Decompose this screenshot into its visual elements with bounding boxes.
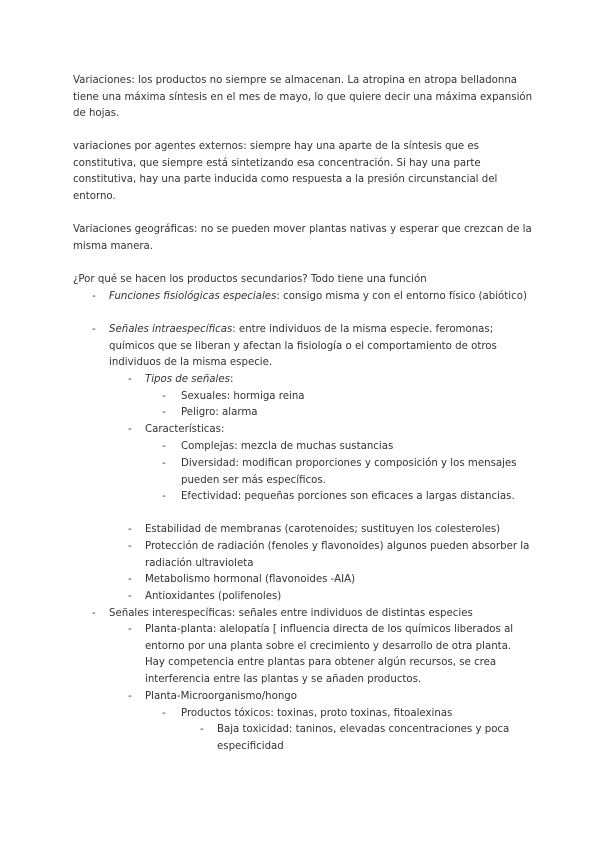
bullet-dash: - bbox=[162, 708, 166, 719]
list-item-metabolismo: Metabolismo hormonal (flavonoides -AIA) bbox=[145, 574, 356, 585]
bullet-dash: - bbox=[162, 441, 166, 452]
list-item-text: : entre individuos de la misma especie. feromonas; químicos que se liberan y afectan la fisiología o el comportamiento de otros individuos de la misma especie. bbox=[109, 324, 497, 369]
paragraph-geograficas: Variaciones geográficas: no se pueden mover plantas nativas y esperar que crezcan de la misma manera. bbox=[73, 224, 532, 252]
list-item-peligro: Peligro: alarma bbox=[181, 407, 258, 418]
list-item-tipos-senales bbox=[145, 372, 525, 389]
list-item-planta-planta: Planta-planta: alelopatía [ influencia directa de los químicos liberados al entorno por una planta sobre el crecimiento y desarrollo de otra planta. Hay competencia entre plantas para obtener algún recursos, se crea interferencia entre las plantas y se añaden productos. bbox=[145, 624, 514, 685]
list-item-senales-intraespecificas bbox=[109, 322, 529, 372]
paragraph-pregunta: ¿Por qué se hacen los productos secundarios? Todo tiene una función bbox=[73, 274, 427, 285]
bullet-dash: - bbox=[92, 324, 96, 335]
bullet-dash: - bbox=[128, 624, 132, 635]
list-item-diversidad: Diversidad: modifican proporciones y composición y los mensajes pueden ser más específicos. bbox=[181, 458, 517, 486]
bullet-dash: - bbox=[162, 491, 166, 502]
list-item-senales-interespecificas: Señales interespecíficas: señales entre individuos de distintas especies bbox=[109, 608, 473, 619]
bullet-dash: - bbox=[128, 574, 132, 585]
bullet-dash: - bbox=[92, 291, 96, 302]
bullet-dash: - bbox=[128, 591, 132, 602]
list-item-text: : consigo misma y con el entorno físico (abiótico) bbox=[276, 291, 527, 302]
bullet-dash: - bbox=[92, 608, 96, 619]
bullet-dash: - bbox=[162, 391, 166, 402]
bullet-dash: - bbox=[128, 424, 132, 435]
bullet-dash: - bbox=[128, 524, 132, 535]
list-item-estabilidad: Estabilidad de membranas (carotenoides; sustituyen los colesteroles) bbox=[145, 524, 501, 535]
list-item-planta-microorganismo: Planta-Microorganismo/hongo bbox=[145, 691, 297, 702]
bullet-dash: - bbox=[200, 724, 204, 735]
list-item-efectividad: Efectividad: pequeñas porciones son eficaces a largas distancias. bbox=[181, 491, 515, 502]
list-item-title: Tipos de señales bbox=[145, 374, 230, 385]
list-item-caracteristicas: Características: bbox=[145, 424, 225, 435]
bullet-dash: - bbox=[128, 541, 132, 552]
list-item-sexuales: Sexuales: hormiga reina bbox=[181, 391, 305, 402]
list-item-funciones-fisiologicas bbox=[109, 289, 529, 306]
list-item-baja-toxicidad: Baja toxicidad: taninos, elevadas concentraciones y poca especificidad bbox=[217, 724, 510, 752]
paragraph-agentes-externos: variaciones por agentes externos: siempre hay una aparte de la síntesis que es constitutiva, que siempre está sintetizando esa concentración. Si hay una parte constitutiva, hay una parte inducida como respuesta a la presión circunstancial del entorno. bbox=[73, 141, 498, 202]
list-item-antioxidantes: Antioxidantes (polifenoles) bbox=[145, 591, 282, 602]
bullet-dash: - bbox=[162, 407, 166, 418]
list-item-proteccion: Protección de radiación (fenoles y flavonoides) algunos pueden absorber la radiación ultravioleta bbox=[145, 541, 530, 569]
list-item-productos-toxicos: Productos tóxicos: toxinas, proto toxinas, fitoalexinas bbox=[181, 708, 453, 719]
list-item-title: Funciones fisiológicas especiales bbox=[109, 291, 277, 302]
list-item-complejas: Complejas: mezcla de muchas sustancias bbox=[181, 441, 394, 452]
paragraph-variaciones: Variaciones: los productos no siempre se almacenan. La atropina en atropa belladonna tiene una máxima síntesis en el mes de mayo, lo que quiere decir una máxima expansión de hojas. bbox=[73, 75, 533, 120]
bullet-dash: - bbox=[128, 374, 132, 385]
bullet-dash: - bbox=[128, 691, 132, 702]
list-item-colon: : bbox=[229, 374, 234, 385]
list-item-title: Señales intraespecíficas bbox=[109, 324, 233, 335]
bullet-dash: - bbox=[162, 458, 166, 469]
